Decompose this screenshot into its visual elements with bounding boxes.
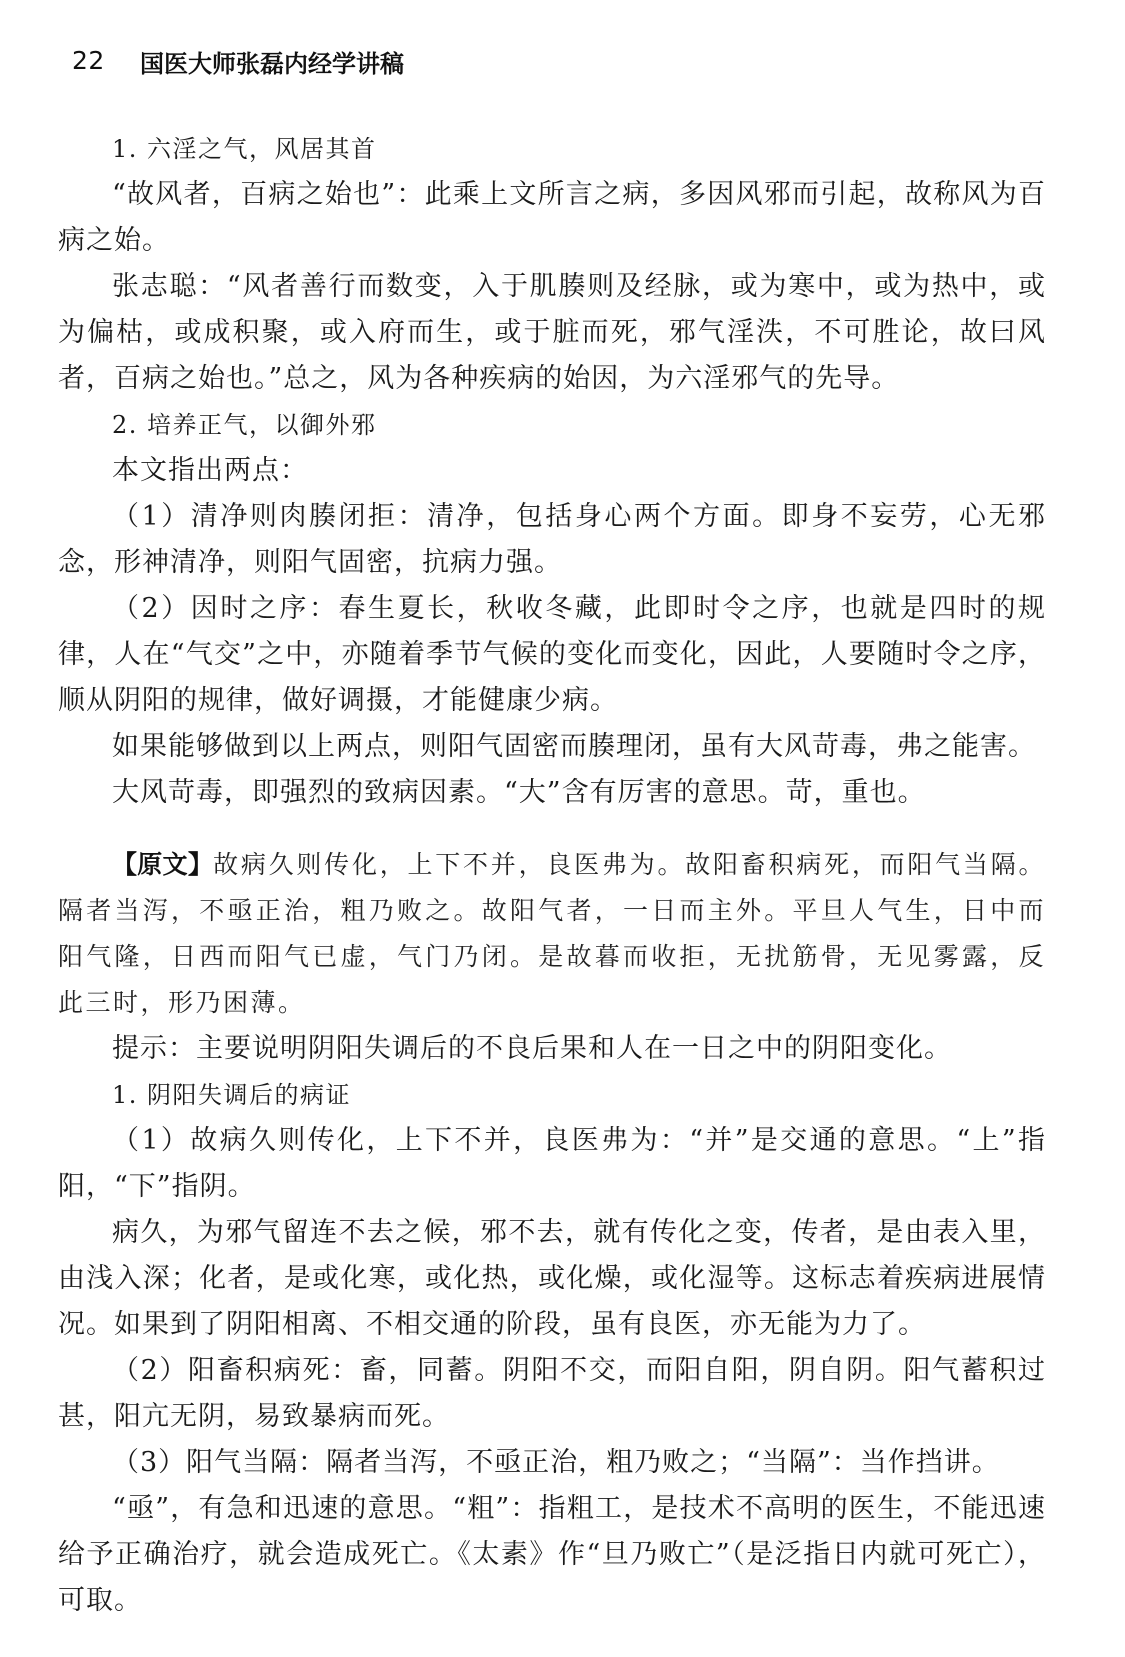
- paragraph: （1）清净则肉腠闭拒：清净，包括身心两个方面。即身不妄劳，心无邪念，形神清净，则阳气固密，抗病力强。: [58, 501, 1046, 578]
- original-text-label: 【原文】: [112, 850, 214, 879]
- paragraph: 如果能够做到以上两点，则阳气固密而腠理闭，虽有大风苛毒，弗之能害。: [112, 731, 1036, 762]
- paragraph: （2）因时之序：春生夏长，秋收冬藏，此即时令之序，也就是四时的规律，人在“气交”之中，亦随着季节气候的变化而变化，因此，人要随时令之序，顺从阴阳的规律，做好调摄，才能健康少病。: [58, 593, 1046, 716]
- paragraph: （2）阳畜积病死：畜，同蓄。阴阳不交，而阳自阳，阴自阴。阳气蓄积过甚，阳亢无阴，易致暴病而死。: [58, 1355, 1046, 1432]
- paragraph: 大风苛毒，即强烈的致病因素。“大”含有厉害的意思。苛，重也。: [112, 777, 926, 808]
- section-heading-zhengqi: 2. 培养正气，以御外邪: [112, 411, 377, 439]
- paragraph: 病久，为邪气留连不去之候，邪不去，就有传化之变，传者，是由表入里，由浅入深；化者，是或化寒，或化热，或化燥，或化湿等。这标志着疾病进展情况。如果到了阴阳相离、不相交通的阶段，虽有良医，亦无能为力了。: [58, 1217, 1046, 1340]
- paragraph: （1）故病久则传化，上下不并，良医弗为：“并”是交通的意思。“上”指阳，“下”指阴。: [58, 1125, 1046, 1202]
- paragraph: “故风者，百病之始也”：此乘上文所言之病，多因风邪而引起，故称风为百病之始。: [58, 179, 1046, 256]
- page-body: [58, 126, 1046, 1624]
- running-title: 国医大师张磊内经学讲稿: [140, 50, 404, 78]
- paragraph: 本文指出两点：: [112, 455, 308, 486]
- original-text-block: [58, 842, 1046, 1026]
- page-header: [72, 44, 1052, 84]
- paragraph: （3）阳气当隔：隔者当泻，不亟正治，粗乃败之；“当隔”：当作挡讲。: [112, 1447, 1000, 1478]
- page-number: 22: [72, 46, 105, 75]
- section-heading-wind: 1. 六淫之气，风居其首: [112, 135, 377, 163]
- original-text: 故病久则传化，上下不并，良医弗为。故阳畜积病死，而阳气当隔。隔者当泻，不亟正治，粗乃败之。故阳气者，一日而主外。平旦人气生，日中而阳气隆，日西而阳气已虚，气门乃闭。是故暮而收拒，无扰筋骨，无见雾露，反此三时，形乃困薄。: [58, 850, 1046, 1017]
- section-heading-yinyang: 1. 阴阳失调后的病证: [112, 1081, 352, 1109]
- paragraph: 张志聪：“风者善行而数变，入于肌腠则及经脉，或为寒中，或为热中，或为偏枯，或成积聚，或入府而生，或于脏而死，邪气淫泆，不可胜论，故曰风者，百病之始也。”总之，风为各种疾病的始因，为六淫邪气的先导。: [58, 271, 1046, 394]
- paragraph: “亟”，有急和迅速的意思。“粗”：指粗工，是技术不高明的医生，不能迅速给予正确治疗，就会造成死亡。《太素》作“旦乃败亡”（是泛指日内就可死亡），可取。: [58, 1493, 1046, 1616]
- hint-paragraph: 提示：主要说明阴阳失调后的不良后果和人在一日之中的阴阳变化。: [112, 1033, 952, 1064]
